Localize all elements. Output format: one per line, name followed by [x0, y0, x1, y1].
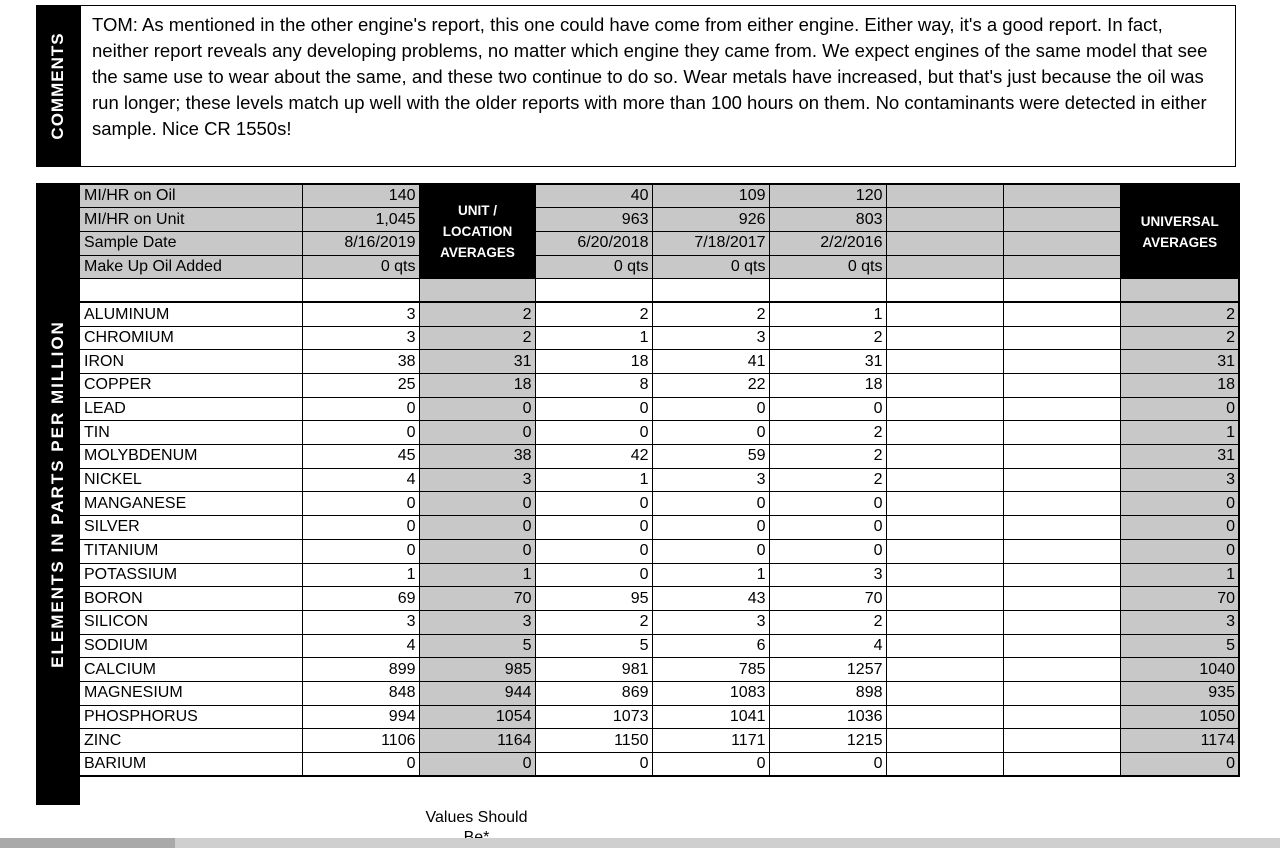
element-sample-3: 0	[769, 539, 886, 563]
element-name: IRON	[79, 350, 302, 374]
element-current-value: 0	[302, 516, 419, 540]
element-name: SODIUM	[79, 634, 302, 658]
element-sample-2: 59	[652, 445, 769, 469]
sample-1-value: 0 qts	[535, 255, 652, 279]
header-row	[79, 208, 1239, 232]
element-sample-3: 3	[769, 563, 886, 587]
sample-2-value: 109	[652, 184, 769, 208]
element-name: SILICON	[79, 610, 302, 634]
empty-sample-cell	[1003, 326, 1120, 350]
element-sample-3: 18	[769, 374, 886, 398]
element-current-value: 0	[302, 492, 419, 516]
element-sample-1: 0	[535, 753, 652, 777]
element-sample-3: 1036	[769, 705, 886, 729]
header-row-label: MI/HR on Oil	[79, 184, 302, 208]
element-universal-average: 31	[1120, 445, 1239, 469]
elements-side-label	[36, 183, 80, 805]
empty-sample-cell	[1003, 658, 1120, 682]
element-unit-average: 1054	[419, 705, 535, 729]
comments-text: TOM: As mentioned in the other engine's report, this one could have come from either engine. Either way, it's a good report. In fact, neither report reveals any developing problems, no matter which engine they came from. We expect engines of the same model that see the same use to wear about the same, and these two continue to do so. Wear metals have increased, but that's just because the oil was run longer; these levels match up well with the older reports with more than 100 hours on them. No contaminants were detected in either sample. Nice CR 1550s!	[80, 5, 1236, 167]
empty-sample-cell	[886, 658, 1003, 682]
element-sample-2: 22	[652, 374, 769, 398]
element-row	[79, 350, 1239, 374]
sample-2-value: 0 qts	[652, 255, 769, 279]
element-row	[79, 587, 1239, 611]
sample-2-value: 926	[652, 208, 769, 232]
element-sample-2: 6	[652, 634, 769, 658]
element-sample-2: 1171	[652, 729, 769, 753]
element-name: MOLYBDENUM	[79, 445, 302, 469]
element-unit-average: 985	[419, 658, 535, 682]
empty-sample-cell	[886, 634, 1003, 658]
element-sample-2: 0	[652, 421, 769, 445]
element-sample-3: 1215	[769, 729, 886, 753]
empty-sample-cell	[1003, 184, 1120, 208]
element-name: TITANIUM	[79, 539, 302, 563]
empty-sample-cell	[886, 255, 1003, 279]
element-universal-average: 0	[1120, 492, 1239, 516]
element-universal-average: 2	[1120, 326, 1239, 350]
element-current-value: 0	[302, 539, 419, 563]
element-sample-1: 5	[535, 634, 652, 658]
empty-sample-cell	[886, 563, 1003, 587]
element-universal-average: 0	[1120, 397, 1239, 421]
element-name: LEAD	[79, 397, 302, 421]
element-row	[79, 705, 1239, 729]
element-universal-average: 1040	[1120, 658, 1239, 682]
element-universal-average: 3	[1120, 610, 1239, 634]
element-sample-2: 3	[652, 610, 769, 634]
element-universal-average: 31	[1120, 350, 1239, 374]
current-sample-value: 8/16/2019	[302, 231, 419, 255]
element-sample-1: 869	[535, 681, 652, 705]
empty-sample-cell	[886, 231, 1003, 255]
element-universal-average: 5	[1120, 634, 1239, 658]
spacer-cell	[419, 279, 535, 303]
element-sample-1: 0	[535, 492, 652, 516]
empty-sample-cell	[886, 753, 1003, 777]
element-current-value: 899	[302, 658, 419, 682]
sample-3-value: 120	[769, 184, 886, 208]
element-row	[79, 681, 1239, 705]
element-sample-3: 1257	[769, 658, 886, 682]
empty-sample-cell	[886, 587, 1003, 611]
empty-sample-cell	[1003, 563, 1120, 587]
element-sample-3: 2	[769, 326, 886, 350]
element-sample-3: 0	[769, 753, 886, 777]
element-unit-average: 3	[419, 468, 535, 492]
table-body	[79, 184, 1239, 776]
element-current-value: 45	[302, 445, 419, 469]
element-sample-3: 1	[769, 302, 886, 326]
current-sample-value: 0 qts	[302, 255, 419, 279]
element-name: MANGANESE	[79, 492, 302, 516]
element-row	[79, 634, 1239, 658]
element-sample-1: 42	[535, 445, 652, 469]
element-unit-average: 0	[419, 753, 535, 777]
element-current-value: 0	[302, 753, 419, 777]
element-name: POTASSIUM	[79, 563, 302, 587]
spacer-cell	[1003, 279, 1120, 303]
element-sample-2: 43	[652, 587, 769, 611]
element-name: TIN	[79, 421, 302, 445]
header-row	[79, 184, 1239, 208]
empty-sample-cell	[1003, 350, 1120, 374]
current-sample-value: 140	[302, 184, 419, 208]
element-sample-1: 2	[535, 302, 652, 326]
element-sample-3: 0	[769, 397, 886, 421]
element-unit-average: 0	[419, 516, 535, 540]
element-row	[79, 492, 1239, 516]
element-name: SILVER	[79, 516, 302, 540]
element-name: MAGNESIUM	[79, 681, 302, 705]
sample-3-value: 2/2/2016	[769, 231, 886, 255]
element-sample-1: 981	[535, 658, 652, 682]
element-sample-1: 1	[535, 468, 652, 492]
element-sample-2: 41	[652, 350, 769, 374]
element-row	[79, 445, 1239, 469]
empty-sample-cell	[886, 350, 1003, 374]
empty-sample-cell	[1003, 374, 1120, 398]
element-universal-average: 2	[1120, 302, 1239, 326]
spacer-cell	[79, 279, 302, 303]
empty-sample-cell	[1003, 208, 1120, 232]
scrollbar-thumb[interactable]	[0, 838, 175, 848]
empty-sample-cell	[886, 516, 1003, 540]
element-universal-average: 1050	[1120, 705, 1239, 729]
element-current-value: 1	[302, 563, 419, 587]
element-sample-2: 0	[652, 539, 769, 563]
header-row-label: MI/HR on Unit	[79, 208, 302, 232]
comments-label	[36, 5, 80, 167]
element-unit-average: 1164	[419, 729, 535, 753]
empty-sample-cell	[886, 397, 1003, 421]
element-unit-average: 0	[419, 539, 535, 563]
element-current-value: 0	[302, 397, 419, 421]
element-sample-1: 95	[535, 587, 652, 611]
element-sample-1: 0	[535, 397, 652, 421]
element-sample-2: 0	[652, 397, 769, 421]
element-sample-3: 0	[769, 516, 886, 540]
element-sample-3: 898	[769, 681, 886, 705]
header-row	[79, 231, 1239, 255]
element-sample-2: 3	[652, 326, 769, 350]
element-unit-average: 0	[419, 421, 535, 445]
empty-sample-cell	[886, 681, 1003, 705]
spacer-cell	[535, 279, 652, 303]
element-current-value: 4	[302, 468, 419, 492]
empty-sample-cell	[886, 705, 1003, 729]
element-row	[79, 658, 1239, 682]
header-row-label: Sample Date	[79, 231, 302, 255]
element-universal-average: 18	[1120, 374, 1239, 398]
element-sample-2: 0	[652, 753, 769, 777]
element-universal-average: 0	[1120, 516, 1239, 540]
element-universal-average: 70	[1120, 587, 1239, 611]
empty-sample-cell	[886, 184, 1003, 208]
element-current-value: 3	[302, 326, 419, 350]
element-sample-1: 0	[535, 421, 652, 445]
element-row	[79, 563, 1239, 587]
element-name: NICKEL	[79, 468, 302, 492]
element-sample-3: 0	[769, 492, 886, 516]
empty-sample-cell	[1003, 421, 1120, 445]
empty-sample-cell	[886, 302, 1003, 326]
header-row	[79, 255, 1239, 279]
element-universal-average: 0	[1120, 539, 1239, 563]
empty-sample-cell	[1003, 255, 1120, 279]
element-row	[79, 516, 1239, 540]
empty-sample-cell	[1003, 681, 1120, 705]
empty-sample-cell	[1003, 539, 1120, 563]
empty-sample-cell	[1003, 445, 1120, 469]
element-unit-average: 38	[419, 445, 535, 469]
element-current-value: 38	[302, 350, 419, 374]
empty-sample-cell	[886, 729, 1003, 753]
empty-sample-cell	[1003, 587, 1120, 611]
current-sample-value: 1,045	[302, 208, 419, 232]
element-universal-average: 3	[1120, 468, 1239, 492]
header-row-label: Make Up Oil Added	[79, 255, 302, 279]
report-table	[78, 183, 1240, 777]
element-sample-2: 3	[652, 468, 769, 492]
element-name: BORON	[79, 587, 302, 611]
element-sample-2: 0	[652, 516, 769, 540]
empty-sample-cell	[1003, 397, 1120, 421]
spacer-cell	[1120, 279, 1239, 303]
element-current-value: 0	[302, 421, 419, 445]
element-name: CALCIUM	[79, 658, 302, 682]
spacer-cell	[769, 279, 886, 303]
empty-sample-cell	[886, 445, 1003, 469]
element-sample-1: 2	[535, 610, 652, 634]
element-unit-average: 944	[419, 681, 535, 705]
empty-sample-cell	[886, 468, 1003, 492]
footnote: Values Should	[425, 809, 528, 826]
elements-side-label-text: ELEMENTS IN PARTS PER MILLION	[48, 320, 67, 668]
element-row	[79, 397, 1239, 421]
element-row	[79, 421, 1239, 445]
empty-sample-cell	[886, 539, 1003, 563]
element-sample-2: 785	[652, 658, 769, 682]
element-sample-2: 2	[652, 302, 769, 326]
element-sample-3: 4	[769, 634, 886, 658]
empty-sample-cell	[886, 492, 1003, 516]
element-sample-3: 2	[769, 610, 886, 634]
empty-sample-cell	[1003, 610, 1120, 634]
element-unit-average: 3	[419, 610, 535, 634]
unit-location-averages-header: UNIT / LOCATION AVERAGES	[419, 184, 535, 279]
element-row	[79, 729, 1239, 753]
element-universal-average: 1174	[1120, 729, 1239, 753]
element-name: CHROMIUM	[79, 326, 302, 350]
element-name: ALUMINUM	[79, 302, 302, 326]
empty-sample-cell	[1003, 302, 1120, 326]
comments-label-text: COMMENTS	[48, 32, 67, 140]
element-sample-2: 0	[652, 492, 769, 516]
sample-3-value: 0 qts	[769, 255, 886, 279]
element-sample-1: 18	[535, 350, 652, 374]
element-sample-1: 0	[535, 516, 652, 540]
empty-sample-cell	[886, 421, 1003, 445]
element-name: ZINC	[79, 729, 302, 753]
empty-sample-cell	[1003, 492, 1120, 516]
element-sample-2: 1041	[652, 705, 769, 729]
sample-2-value: 7/18/2017	[652, 231, 769, 255]
element-sample-3: 2	[769, 421, 886, 445]
element-row	[79, 302, 1239, 326]
element-sample-1: 1073	[535, 705, 652, 729]
element-current-value: 3	[302, 610, 419, 634]
element-unit-average: 1	[419, 563, 535, 587]
element-unit-average: 18	[419, 374, 535, 398]
empty-sample-cell	[1003, 516, 1120, 540]
element-unit-average: 70	[419, 587, 535, 611]
empty-sample-cell	[886, 326, 1003, 350]
element-unit-average: 5	[419, 634, 535, 658]
element-current-value: 994	[302, 705, 419, 729]
element-sample-3: 2	[769, 468, 886, 492]
element-name: PHOSPHORUS	[79, 705, 302, 729]
spacer-row	[79, 279, 1239, 303]
element-sample-3: 2	[769, 445, 886, 469]
element-name: BARIUM	[79, 753, 302, 777]
empty-sample-cell	[1003, 231, 1120, 255]
spacer-cell	[652, 279, 769, 303]
sample-3-value: 803	[769, 208, 886, 232]
element-sample-1: 1	[535, 326, 652, 350]
element-universal-average: 0	[1120, 753, 1239, 777]
empty-sample-cell	[1003, 468, 1120, 492]
element-universal-average: 1	[1120, 421, 1239, 445]
element-sample-1: 8	[535, 374, 652, 398]
element-row	[79, 610, 1239, 634]
element-row	[79, 326, 1239, 350]
element-unit-average: 0	[419, 492, 535, 516]
element-row	[79, 374, 1239, 398]
element-sample-2: 1083	[652, 681, 769, 705]
element-current-value: 3	[302, 302, 419, 326]
universal-averages-header: UNIVERSAL AVERAGES	[1120, 184, 1239, 279]
element-row	[79, 753, 1239, 777]
element-current-value: 4	[302, 634, 419, 658]
element-sample-1: 0	[535, 563, 652, 587]
element-sample-1: 1150	[535, 729, 652, 753]
element-sample-3: 31	[769, 350, 886, 374]
horizontal-scrollbar[interactable]	[0, 838, 1280, 848]
empty-sample-cell	[886, 374, 1003, 398]
element-name: COPPER	[79, 374, 302, 398]
element-universal-average: 1	[1120, 563, 1239, 587]
element-sample-2: 1	[652, 563, 769, 587]
spacer-cell	[302, 279, 419, 303]
element-unit-average: 2	[419, 302, 535, 326]
empty-sample-cell	[886, 208, 1003, 232]
element-current-value: 848	[302, 681, 419, 705]
element-unit-average: 0	[419, 397, 535, 421]
element-current-value: 69	[302, 587, 419, 611]
sample-1-value: 40	[535, 184, 652, 208]
empty-sample-cell	[1003, 634, 1120, 658]
empty-sample-cell	[1003, 753, 1120, 777]
element-current-value: 1106	[302, 729, 419, 753]
element-current-value: 25	[302, 374, 419, 398]
element-universal-average: 935	[1120, 681, 1239, 705]
empty-sample-cell	[1003, 729, 1120, 753]
empty-sample-cell	[886, 610, 1003, 634]
element-sample-3: 70	[769, 587, 886, 611]
element-row	[79, 468, 1239, 492]
element-unit-average: 31	[419, 350, 535, 374]
element-row	[79, 539, 1239, 563]
empty-sample-cell	[1003, 705, 1120, 729]
element-unit-average: 2	[419, 326, 535, 350]
sample-1-value: 963	[535, 208, 652, 232]
sample-1-value: 6/20/2018	[535, 231, 652, 255]
element-sample-1: 0	[535, 539, 652, 563]
spacer-cell	[886, 279, 1003, 303]
